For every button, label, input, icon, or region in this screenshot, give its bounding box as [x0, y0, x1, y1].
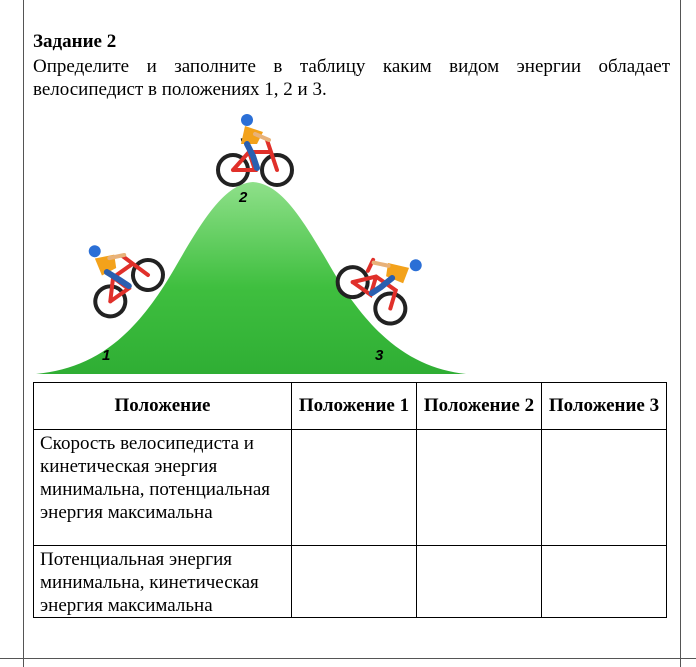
table-header-row	[34, 383, 667, 430]
cyclist-position-2	[218, 114, 292, 185]
position-label-1: 1	[102, 347, 111, 364]
header-position-3: Положение 3	[542, 383, 667, 430]
row-description: Потенциальная энергия минимальна, кинетическая энергия максимальна	[34, 546, 292, 618]
header-position: Положение	[34, 383, 292, 430]
position-label-3: 3	[375, 347, 384, 364]
answer-cell[interactable]	[417, 546, 542, 618]
table-row	[34, 546, 667, 618]
answer-cell[interactable]	[542, 546, 667, 618]
page-border-left	[23, 0, 24, 667]
answer-table	[33, 382, 667, 618]
answer-cell[interactable]	[417, 430, 542, 546]
header-position-2: Положение 2	[417, 383, 542, 430]
answer-cell[interactable]	[542, 430, 667, 546]
answer-cell[interactable]	[292, 546, 417, 618]
row-description: Скорость велосипедиста и кинетическая энергия минимальна, потенциальная энергия максимальна	[34, 430, 292, 546]
page-border-bottom	[0, 658, 696, 659]
page-border-right	[680, 0, 681, 667]
task-instructions: Определите и заполните в таблицу каким видом энергии обладает велосипедист в положениях 1, 2 и 3.	[33, 56, 670, 100]
table-row	[34, 430, 667, 546]
position-label-2: 2	[239, 189, 248, 206]
task-title: Задание 2	[33, 31, 117, 52]
hill-cyclist-figure	[36, 106, 466, 382]
answer-cell[interactable]	[292, 430, 417, 546]
header-position-1: Положение 1	[292, 383, 417, 430]
